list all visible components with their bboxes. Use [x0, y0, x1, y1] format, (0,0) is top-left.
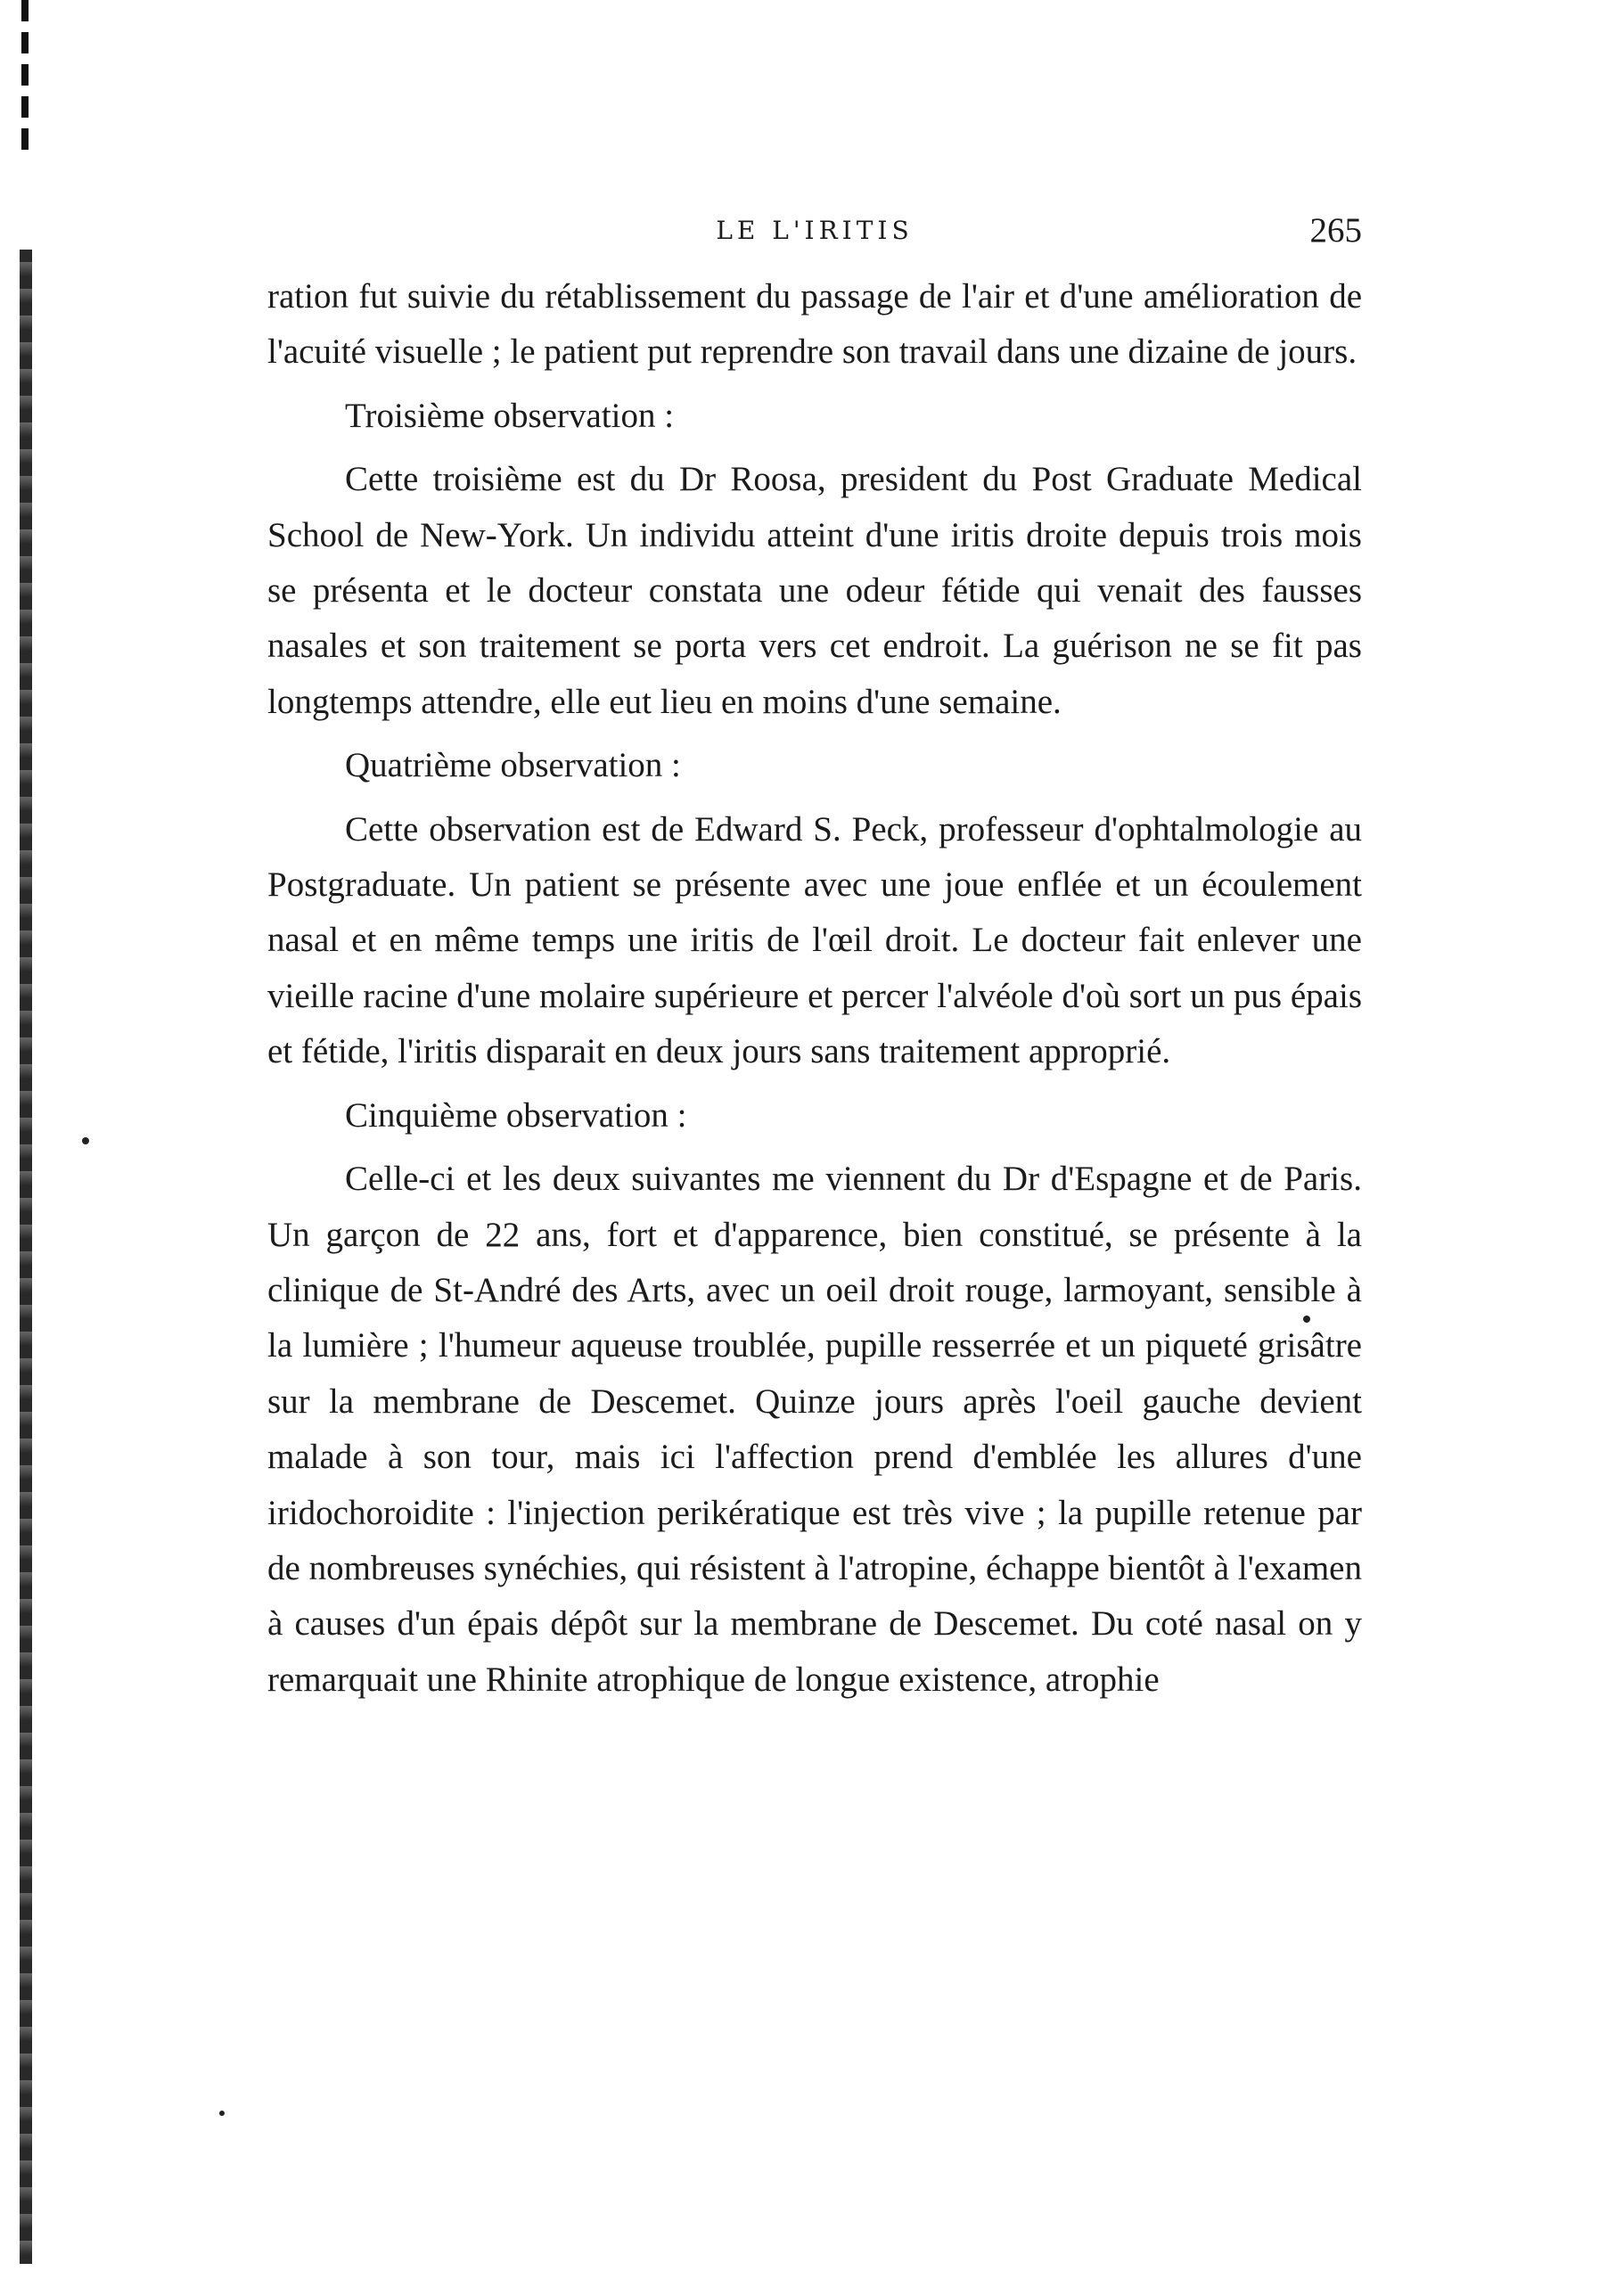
- binding-edge-top: [21, 0, 29, 152]
- section-heading-fifth-observation: Cinquième observation :: [345, 1095, 687, 1135]
- book-page: [267, 207, 1362, 1708]
- speck-mark: [82, 1137, 89, 1144]
- page-body: [267, 269, 1362, 1708]
- binding-edge: [20, 250, 32, 2264]
- running-header: [267, 207, 1362, 260]
- speck-mark: [219, 2111, 225, 2116]
- section-heading-fourth-observation: Quatrième observation :: [345, 746, 681, 785]
- paragraph-fifth-observation: Celle-ci et les deux suivantes me viennent du Dr d'Espagne et de Paris. Un garçon de 22 ans, fort et d'apparence, bien constitué, se présente à la clinique de St-André des Arts, avec un oeil droit rouge, larmoyant, sensible à la lumière ; l'humeur aqueuse troublée, pupille resserrée et un piqueté grisâtre sur la membrane de Descemet. Quinze jours après l'oeil gauche devient malade à son tour, mais ici l'affection prend d'emblée les allures d'une iridochoroidite : l'injection perikératique est très vive ; la pupille retenue par de nombreuses synéchies, qui résistent à l'atropine, échappe bientôt à l'examen à causes d'un épais dépôt sur la membrane de Descemet. Du coté nasal on y remarquait une Rhinite atrophique de longue existence, atrophie: [267, 1160, 1362, 1699]
- paragraph-fourth-observation: Cette observation est de Edward S. Peck, professeur d'ophtalmologie au Postgraduate. Un patient se présente avec une joue enflée et un écoulement nasal et en même temps une iritis de l'œil droit. Le docteur fait enlever une vieille racine d'une molaire supérieure et percer l'alvéole d'où sort un pus épais et fétide, l'iritis disparait en deux jours sans traitement approprié.: [267, 809, 1362, 1071]
- section-heading-third-observation: Troisième observation :: [345, 396, 675, 435]
- paragraph-continuation: ration fut suivie du rétablissement du passage de l'air et d'une amélioration de l'acuité visuelle ; le patient put reprendre son travail dans une dizaine de jours.: [267, 277, 1362, 372]
- paragraph-third-observation: Cette troisième est du Dr Roosa, president du Post Graduate Medical School de New-York. Un individu atteint d'une iritis droite depuis trois mois se présenta et le docteur constata une odeur fétide qui venait des fausses nasales et son traitement se porta vers cet endroit. La guérison ne se fit pas longtemps attendre, elle eut lieu en moins d'une semaine.: [267, 460, 1362, 721]
- page-number: 265: [1309, 211, 1362, 250]
- running-title: LE L'IRITIS: [716, 216, 914, 245]
